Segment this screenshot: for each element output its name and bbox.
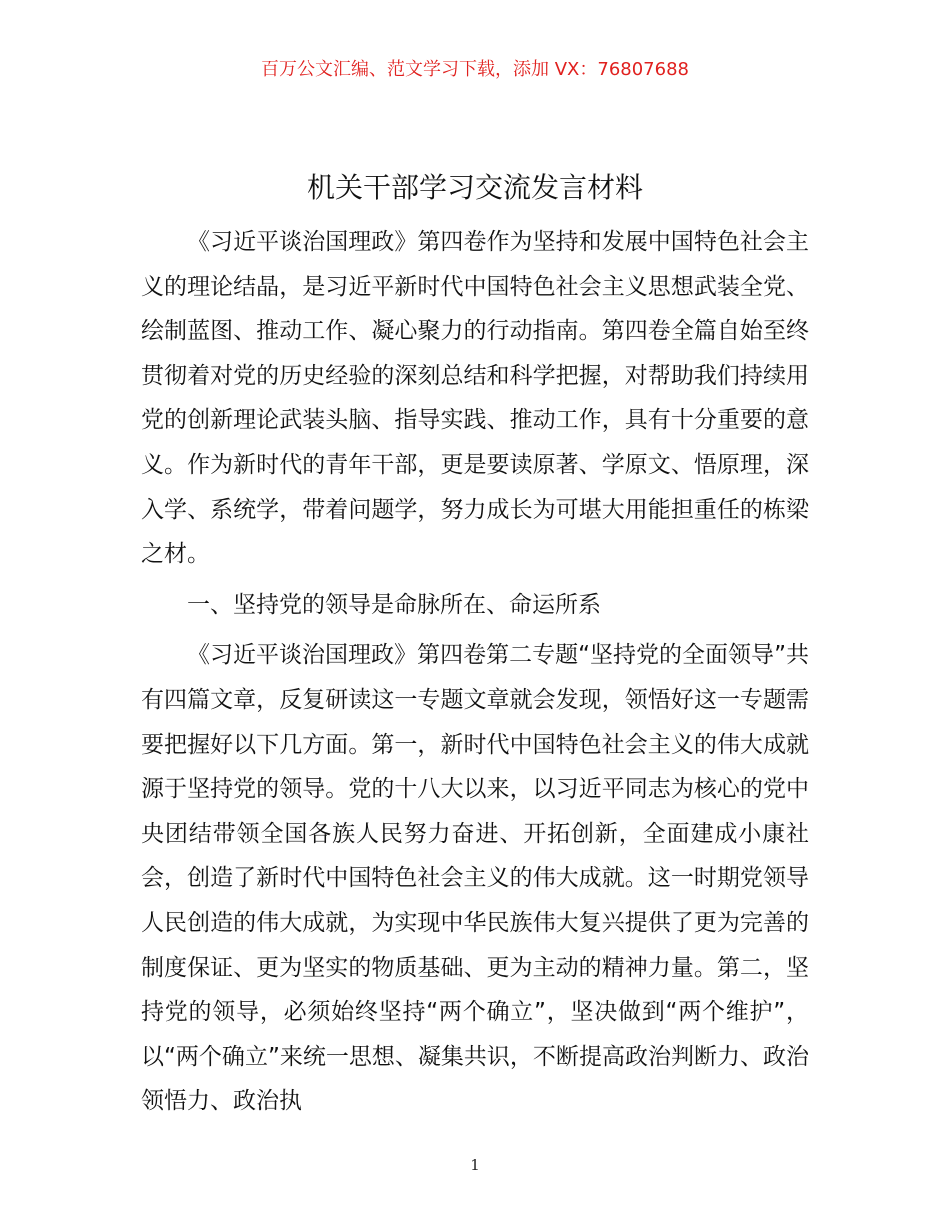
header-watermark-note: 百万公文汇编、范文学习下载，添加 VX：76807688 — [261, 59, 689, 80]
document-title: 机关干部学习交流发言材料 — [306, 171, 643, 204]
intro-paragraph: 《习近平谈治国理政》第四卷作为坚持和发展中国特色社会主义的理论结晶，是习近平新时代中国特色社会主义思想武装全党、绘制蓝图、推动工作、凝心聚力的行动指南。第四卷全篇自始至终贯彻着对党的历史经验的深刻总结和科学把握，对帮助我们持续用党的创新理论武装头脑、指导实践、推动工作，具有十分重要的意义。作为新时代的青年干部，更是要读原著、学原文、悟原理，深入学、系统学，带着问题学，努力成长为可堪大用能担重任的栋梁之材。 — [141, 229, 809, 568]
section-1-paragraph: 《习近平谈治国理政》第四卷第二专题“坚持党的全面领导”共有四篇文章，反复研读这一专题文章就会发现，领悟好这一专题需要把握好以下几方面。第一，新时代中国特色社会主义的伟大成就源于坚持党的领导。党的十八大以来，以习近平同志为核心的党中央团结带领全国各族人民努力奋进、开拓创新，全面建成小康社会，创造了新时代中国特色社会主义的伟大成就。这一时期党领导人民创造的伟大成就，为实现中华民族伟大复兴提供了更为完善的制度保证、更为坚实的物质基础、更为主动的精神力量。第二，坚持党的领导，必须始终坚持“两个确立”，坚决做到“两个维护”，以“两个确立”来统一思想、凝集共识，不断提高政治判断力、政治领悟力、政治执 — [141, 642, 809, 1115]
document-body — [141, 220, 809, 1124]
section-heading-1: 一、坚持党的领导是命脉所在、命运所系 — [187, 591, 601, 618]
page-number: 1 — [470, 1156, 480, 1174]
